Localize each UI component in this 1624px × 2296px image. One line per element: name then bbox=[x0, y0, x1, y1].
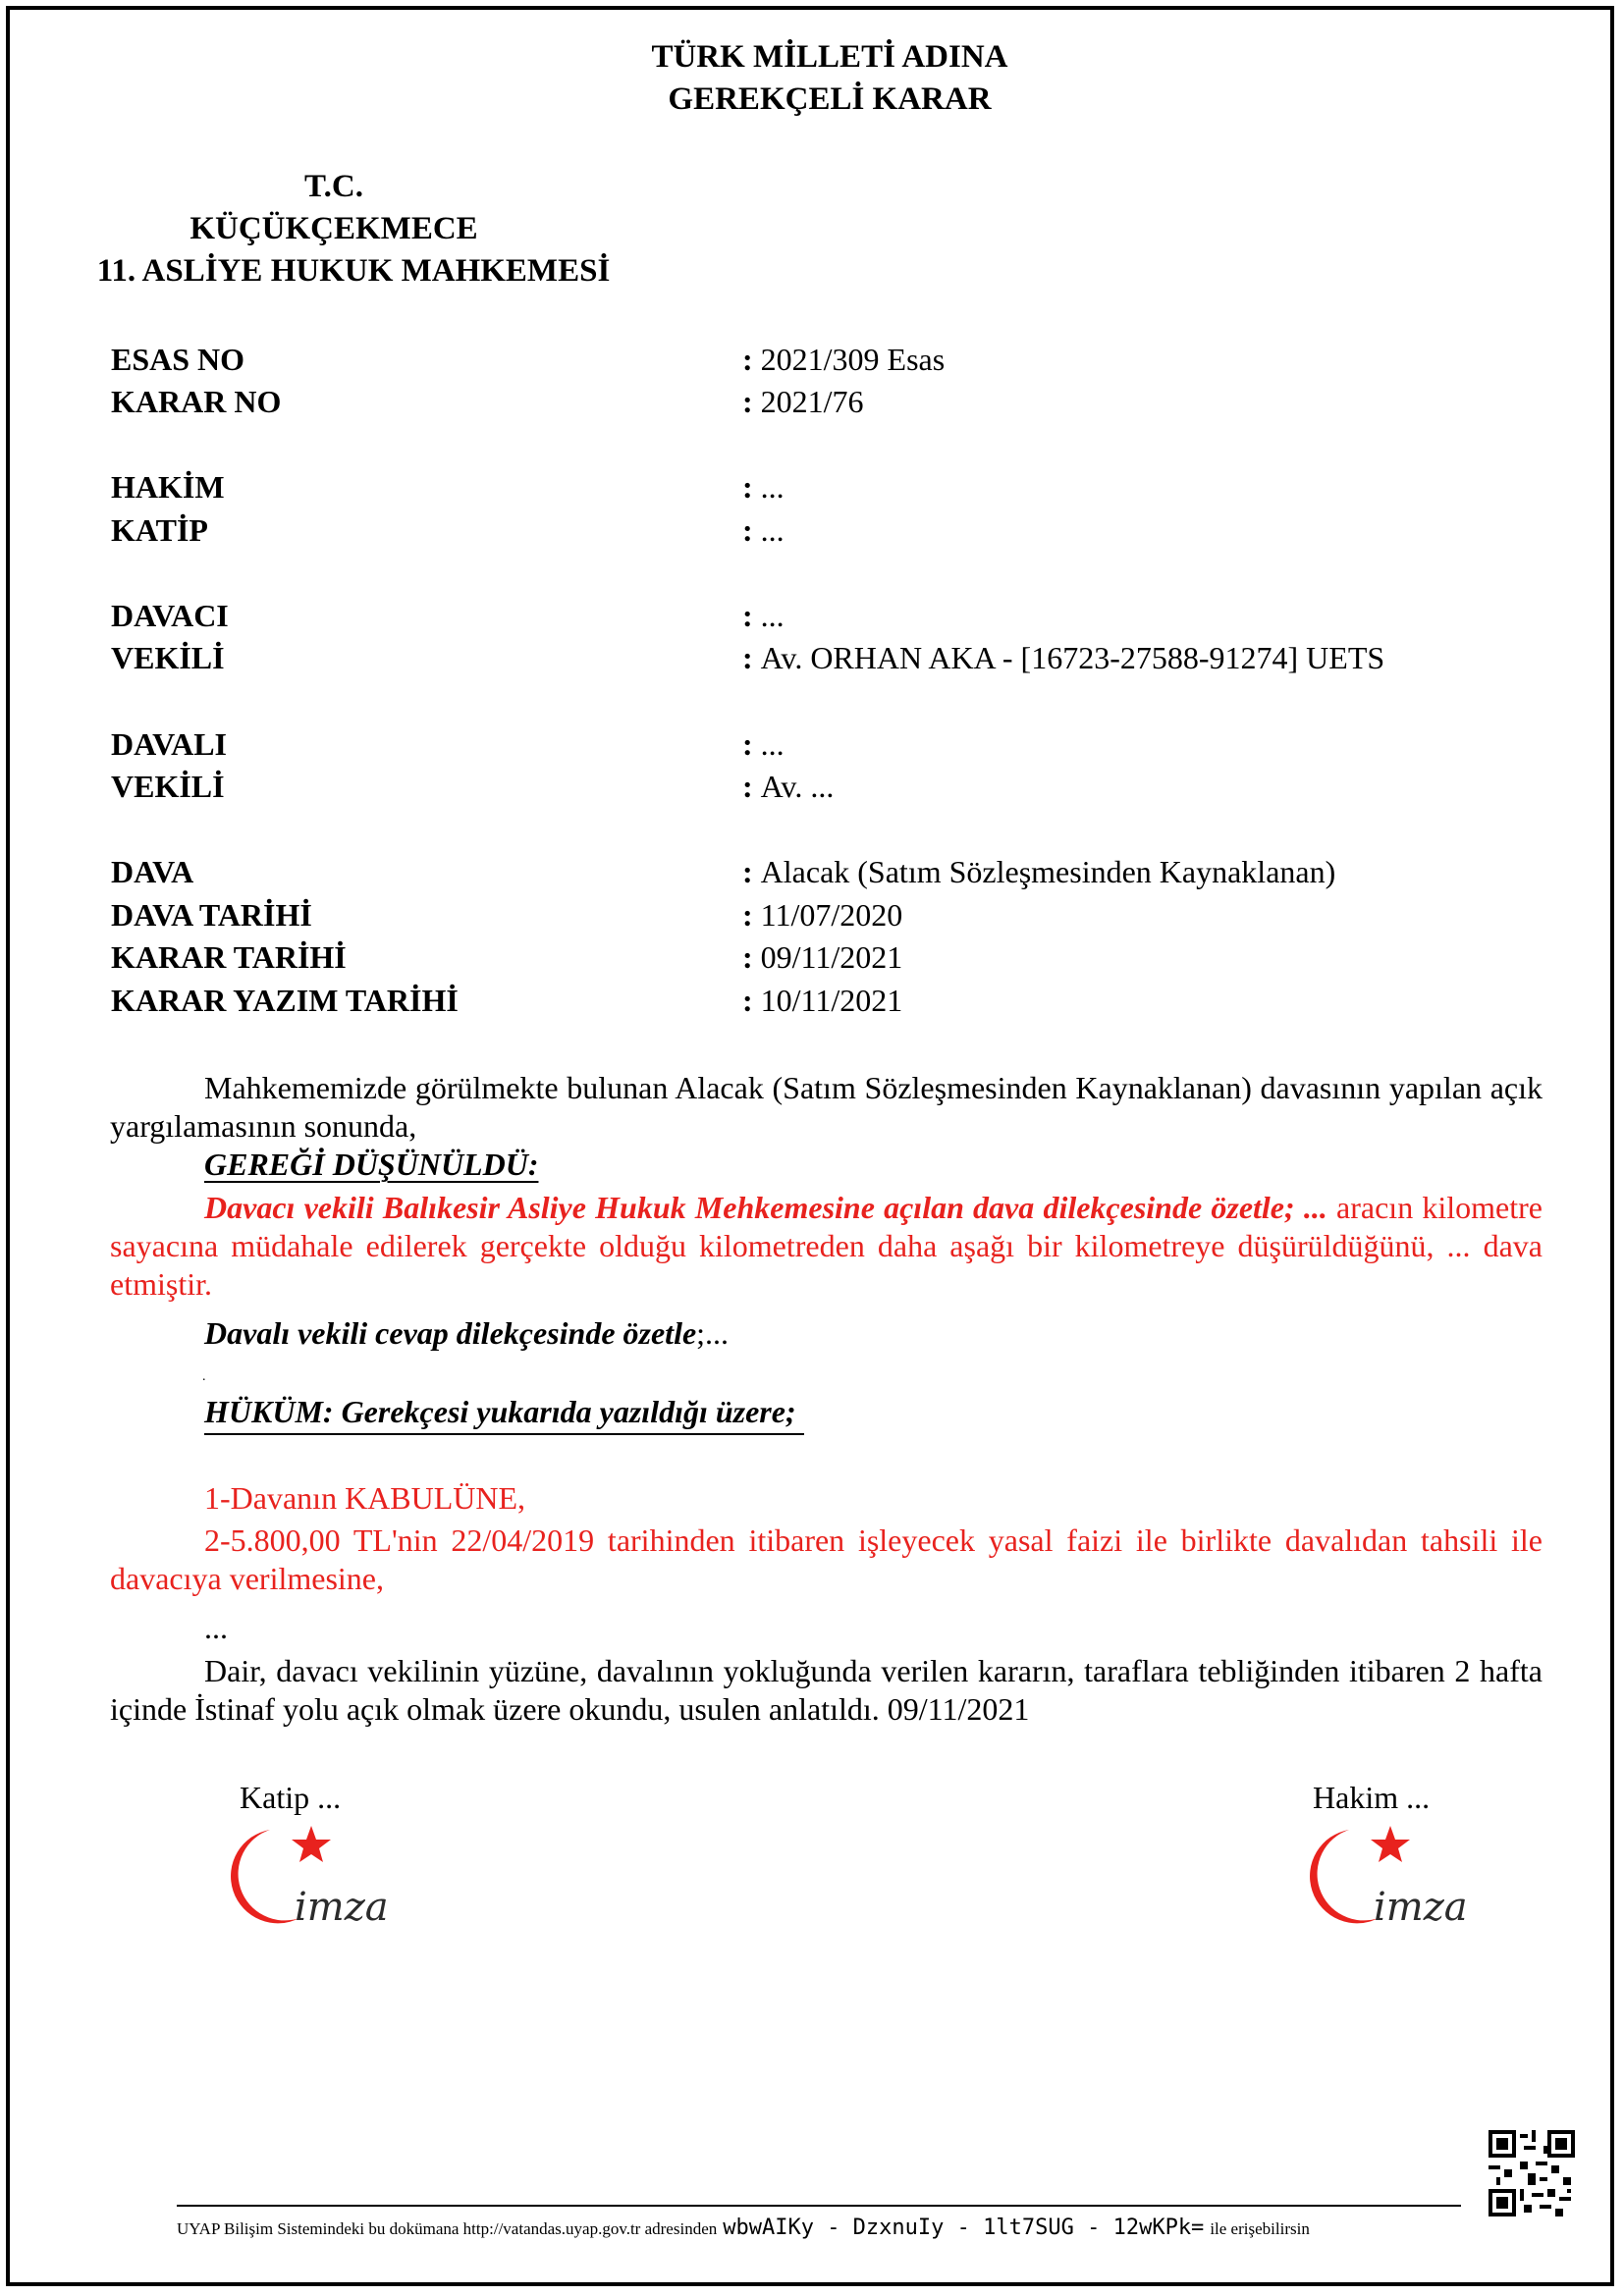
field-label-katip: KATİP bbox=[111, 512, 208, 548]
field-value-hakim bbox=[742, 469, 785, 506]
header-title: TÜRK MİLLETİ ADINA bbox=[651, 39, 1008, 75]
field-label-karar-no: KARAR NO bbox=[111, 384, 282, 419]
colon: : bbox=[742, 469, 753, 505]
colon: : bbox=[742, 983, 753, 1018]
closing-paragraph: Dair, davacı vekilinin yüzüne, davalının yokluğunda verilen kararın, taraflara tebliğinden itibaren 2 hafta içinde İstinaf yolu açık olmak üzere okundu, usulen anlatıldı. 09/11/2021 bbox=[110, 1653, 1543, 1727]
value-text: 09/11/2021 bbox=[760, 939, 903, 975]
field-value-karar-no bbox=[742, 384, 864, 420]
field-value-dava bbox=[742, 854, 1335, 890]
value-text: ... bbox=[760, 469, 785, 505]
value-text: ... bbox=[760, 726, 785, 762]
field-value-davali-vekili bbox=[742, 769, 834, 805]
defense-paragraph bbox=[110, 1314, 1543, 1353]
colon: : bbox=[742, 897, 753, 933]
field-value-karar-tarihi bbox=[742, 939, 902, 976]
court-city: KÜÇÜKÇEKMECE bbox=[189, 211, 478, 246]
field-label-karar-tarihi: KARAR TARİHİ bbox=[111, 939, 347, 975]
value-text: Alacak (Satım Sözleşmesinden Kaynaklanan) bbox=[760, 854, 1336, 889]
field-value-dava-tarihi bbox=[742, 897, 902, 934]
footer-access-note bbox=[177, 2216, 1310, 2240]
judgment-item-2: 2-5.800,00 TL'nin 22/04/2019 tarihinden itibaren işleyecek yasal faizi ile birlikte davalıdan tahsili ile davacıya verilmesine, bbox=[110, 1522, 1543, 1596]
intro-paragraph: Mahkememizde görülmekte bulunan Alacak (Satım Sözleşmesinden Kaynaklanan) davasının yapılan açık yargılamasının sonunda, bbox=[110, 1070, 1543, 1144]
e-imza-text: imza bbox=[1374, 1885, 1468, 1930]
e-imza-logo-right bbox=[1280, 1822, 1477, 1935]
value-text: Av. ORHAN AKA - [16723-27588-91274] UETS bbox=[760, 640, 1385, 675]
hukum-heading: HÜKÜM: Gerekçesi yukarıda yazıldığı üzere; bbox=[204, 1394, 804, 1435]
defense-summary-bold: Davalı vekili cevap dilekçesinde özetle bbox=[204, 1315, 697, 1351]
colon: : bbox=[742, 512, 753, 548]
court-name: 11. ASLİYE HUKUK MAHKEMESİ bbox=[96, 253, 611, 289]
field-label-davali-vekili: VEKİLİ bbox=[111, 769, 225, 804]
court-tc: T.C. bbox=[304, 169, 363, 204]
field-value-karar-yazim-tarihi bbox=[742, 983, 902, 1019]
qr-code bbox=[1489, 2130, 1575, 2221]
field-label-davaci-vekili: VEKİLİ bbox=[111, 640, 225, 675]
colon: : bbox=[742, 726, 753, 762]
value-text: 2021/309 Esas bbox=[760, 342, 946, 377]
field-label-karar-yazim-tarihi: KARAR YAZIM TARİHİ bbox=[111, 983, 459, 1018]
gereği-heading: GEREĞİ DÜŞÜNÜLDÜ: bbox=[204, 1147, 539, 1182]
value-text: 10/11/2021 bbox=[760, 983, 903, 1018]
footer-divider bbox=[177, 2205, 1461, 2207]
colon: : bbox=[742, 769, 753, 804]
e-imza-logo-left bbox=[201, 1822, 398, 1935]
colon: : bbox=[742, 384, 753, 419]
claim-summary-bold: Davacı vekili Balıkesir Asliye Hukuk Mehkemesine açılan dava dilekçesinde özetle; ... bbox=[204, 1190, 1327, 1225]
value-text: Av. ... bbox=[760, 769, 835, 804]
colon: : bbox=[742, 939, 753, 975]
claim-summary-rest: aracın kilometre sayacına müdahale edilerek gerçekte olduğu kilometreden daha aşağı bir kilometreye düşürüldüğünü, ... dava etmiştir. bbox=[110, 1190, 1543, 1302]
footer-suffix: ile erişebilirsin bbox=[1210, 2219, 1310, 2238]
colon: : bbox=[742, 640, 753, 675]
colon: : bbox=[742, 598, 753, 633]
value-text: 2021/76 bbox=[760, 384, 864, 419]
field-value-davaci-vekili bbox=[742, 640, 1384, 676]
field-label-davaci: DAVACI bbox=[111, 598, 229, 633]
field-label-dava: DAVA bbox=[111, 854, 194, 889]
field-label-hakim: HAKİM bbox=[111, 469, 225, 505]
field-value-esas-no bbox=[742, 342, 945, 378]
field-label-davali: DAVALI bbox=[111, 726, 227, 762]
field-label-esas-no: ESAS NO bbox=[111, 342, 245, 377]
signature-label-hakim: Hakim ... bbox=[1313, 1780, 1431, 1815]
field-value-katip bbox=[742, 512, 785, 549]
footer-access-code: wbwAIKy - DzxnuIy - 1lt7SUG - 12wKPk= bbox=[723, 2216, 1205, 2240]
header-subtitle: GEREKÇELİ KARAR bbox=[668, 81, 992, 117]
e-imza-text: imza bbox=[295, 1885, 389, 1930]
judgment-item-1: 1-Davanın KABULÜNE, bbox=[204, 1480, 526, 1516]
footer-prefix: UYAP Bilişim Sistemindeki bu dokümana http://vatandas.uyap.gov.tr adresinden bbox=[177, 2219, 718, 2238]
value-text: ... bbox=[760, 512, 785, 548]
signature-label-katip: Katip ... bbox=[240, 1780, 342, 1815]
field-value-davali bbox=[742, 726, 785, 763]
value-text: ... bbox=[760, 598, 785, 633]
field-value-davaci bbox=[742, 598, 785, 634]
colon: : bbox=[742, 342, 753, 377]
ellipsis-line: ... bbox=[204, 1610, 228, 1645]
value-text: 11/07/2020 bbox=[760, 897, 903, 933]
claim-paragraph bbox=[110, 1189, 1543, 1304]
defense-summary-rest: ;... bbox=[696, 1315, 730, 1351]
field-label-dava-tarihi: DAVA TARİHİ bbox=[111, 897, 312, 933]
colon: : bbox=[742, 854, 753, 889]
dot-mark: . bbox=[202, 1369, 206, 1384]
